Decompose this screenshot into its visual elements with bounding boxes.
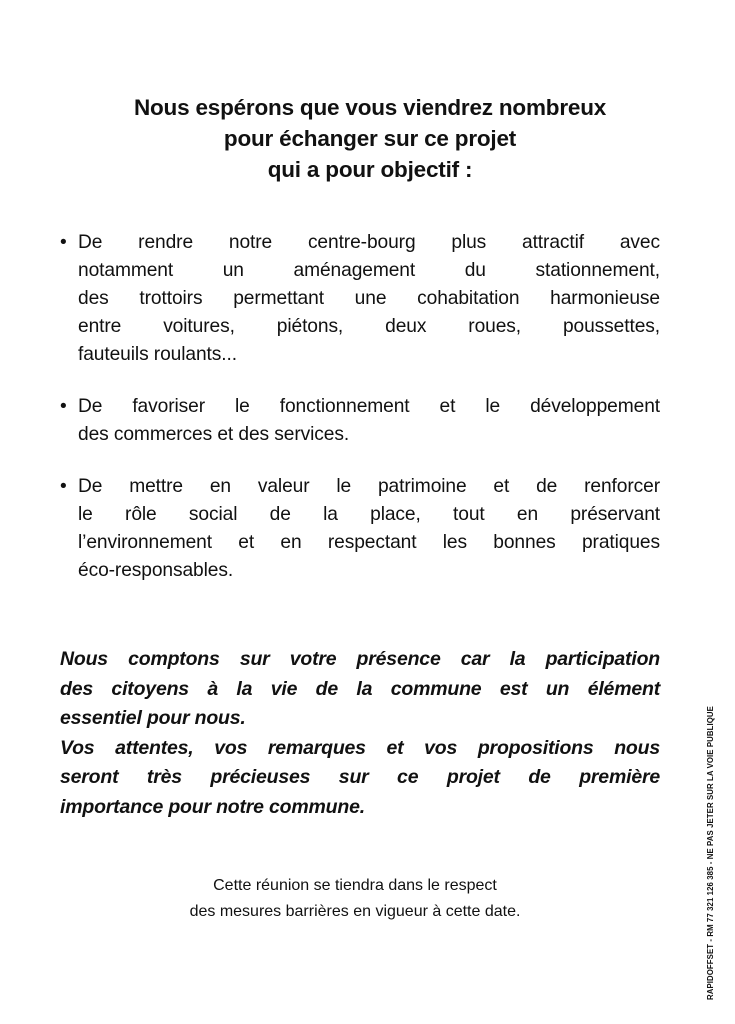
heading-line: qui a pour objectif :: [267, 157, 473, 182]
objective-item: [60, 393, 660, 449]
objective-line: notamment un aménagement du stationnement,: [78, 260, 660, 281]
footer-line: des mesures barrières en vigueur à cette date.: [189, 903, 521, 920]
emphasis-line: des citoyens à la vie de la commune est un élément: [60, 677, 660, 700]
objective-line: des commerces et des services.: [78, 424, 350, 445]
objectives-list: [60, 229, 660, 585]
call-to-participation: [60, 645, 660, 822]
emphasis-line: essentiel pour nous.: [60, 707, 246, 729]
heading-line: pour échanger sur ce projet: [223, 126, 517, 151]
bullet-icon: •: [60, 476, 67, 497]
heading-line: Nous espérons que vous viendrez nombreux: [133, 95, 607, 120]
sanitary-notice: [100, 873, 610, 925]
objective-line: entre voitures, piétons, deux roues, poussettes,: [78, 316, 660, 337]
footer-line: Cette réunion se tiendra dans le respect: [213, 877, 497, 894]
objective-line: De rendre notre centre-bourg plus attractif avec: [78, 232, 660, 253]
objective-line: De mettre en valeur le patrimoine et de renforcer: [78, 476, 660, 497]
objective-line: l’environnement et en respectant les bonnes pratiques: [78, 532, 660, 553]
objective-text: [78, 473, 660, 585]
objective-text: [78, 229, 660, 369]
objective-line: des trottoirs permettant une cohabitation harmonieuse: [78, 288, 660, 309]
printer-mark: RAPIDOFFSET - RM 77 321 126 385 - NE PAS JETER SUR LA VOIE PUBLIQUE: [706, 706, 715, 1000]
emphasis-line: Nous comptons sur votre présence car la participation: [60, 648, 660, 670]
bullet-icon: •: [60, 396, 67, 417]
objective-item: [60, 229, 660, 369]
emphasis-line: seront très précieuses sur ce projet de première: [60, 766, 660, 788]
objective-text: [78, 393, 660, 449]
bullet-icon: •: [60, 232, 67, 253]
objective-line: fauteuils roulants...: [78, 344, 237, 365]
heading: [60, 92, 680, 185]
objective-item: [60, 473, 660, 585]
objective-line: le rôle social de la place, tout en préservant: [78, 504, 660, 525]
emphasis-line: Vos attentes, vos remarques et vos propositions nous: [60, 736, 660, 759]
objective-line: De favoriser le fonctionnement et le développement: [78, 396, 660, 417]
objective-line: éco-responsables.: [78, 560, 234, 581]
emphasis-line: importance pour notre commune.: [60, 795, 365, 818]
